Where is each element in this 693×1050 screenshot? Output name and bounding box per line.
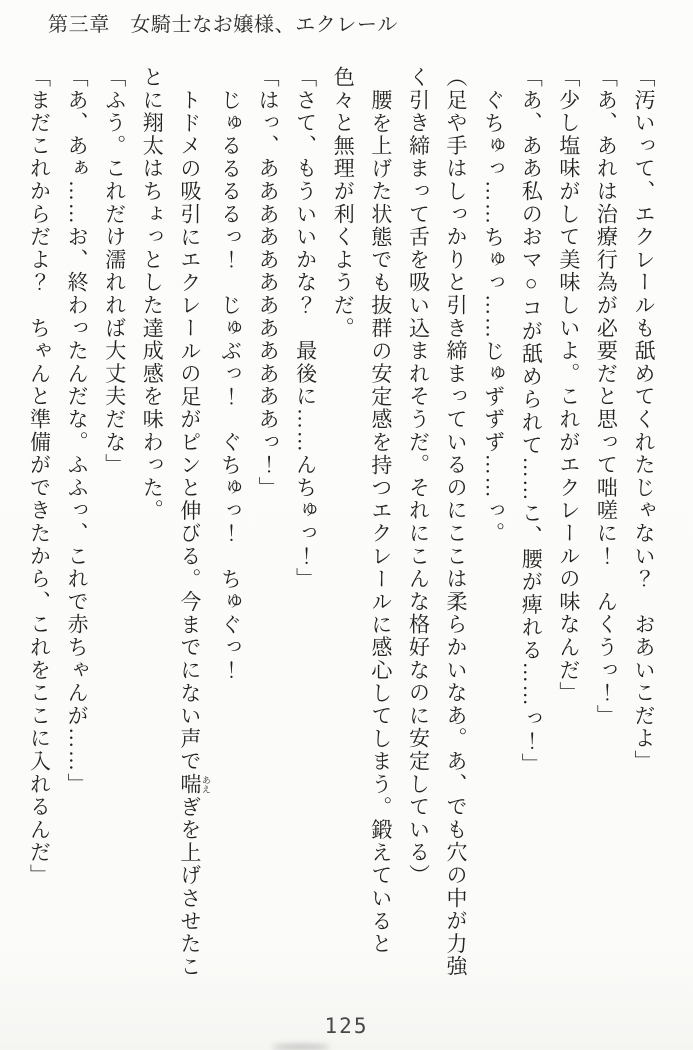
narration-text-before-ruby: トドメの吸引にエクレールの足がピンと伸びる。今までにない声で (177, 88, 202, 773)
dialogue-paragraph-4: 「あ、ああ私のおマ○コが舐められて……こ、腰が痺れる……っ！」 (519, 66, 544, 776)
sfx-paragraph-2: じゅるるるるっ！ じゅぶっ！ ぐちゅっ！ ちゅぐっ！ (218, 88, 243, 682)
novel-body-text (20, 66, 662, 990)
narration-text-after-ruby: ぎを上げさせたことに翔太はちょっとした達成感を味わった。 (140, 66, 202, 979)
page-number: 125 (324, 1014, 369, 1038)
ruby-furigana: あえ (200, 772, 211, 796)
sfx-paragraph-1: ぐちゅっ……ちゅっ……じゅずずず……っ。 (481, 88, 506, 545)
ruby-base-kanji: 喘 (177, 772, 202, 796)
narration-paragraph-2 (133, 66, 211, 990)
dialogue-paragraph-9: 「まだこれからだよ？ ちゃんと準備ができたから、これをここに入れるんだ」 (27, 66, 52, 887)
dialogue-paragraph-5: 「さて、もういいかな？ 最後に……んちゅっ！」 (293, 66, 318, 591)
dialogue-paragraph-1: 「汚いって、エクレールも舐めてくれたじゃない？ おあいこだよ」 (632, 66, 656, 773)
inner-thought-paragraph: （足や手はしっかりと引き締まっているのにここは柔らかいなあ。あ、でも穴の中が力強く引き締まって舌を吸い込まれそうだ。それにこんな格好なのに安定している） (406, 66, 469, 978)
dialogue-paragraph-2: 「あ、あれは治療行為が必要だと思って咄嗟に！ んくうっ！」 (594, 66, 619, 728)
dialogue-paragraph-6: 「はっ、ああああああああああああっ！」 (256, 66, 281, 500)
dialogue-paragraph-8: 「あ、あぁ……お、終わったんだな。ふふっ、これで赤ちゃんが……」 (65, 66, 90, 796)
narration-paragraph-1: 腰を上げた状態でも抜群の安定感を持つエクレールに感心してしまう。鍛えていると色々と無理が利くようだ。 (331, 66, 393, 956)
dialogue-paragraph-3: 「少し塩味がして美味しいよ。これがエクレールの味なんだ」 (556, 66, 581, 705)
dialogue-paragraph-7: 「ふう。これだけ濡れれば大丈夫だな」 (102, 66, 127, 477)
ruby-annotation (177, 772, 211, 796)
scan-artifact (272, 1044, 330, 1050)
chapter-header: 第三章 女騎士なお嬢様、エクレール (48, 14, 398, 36)
